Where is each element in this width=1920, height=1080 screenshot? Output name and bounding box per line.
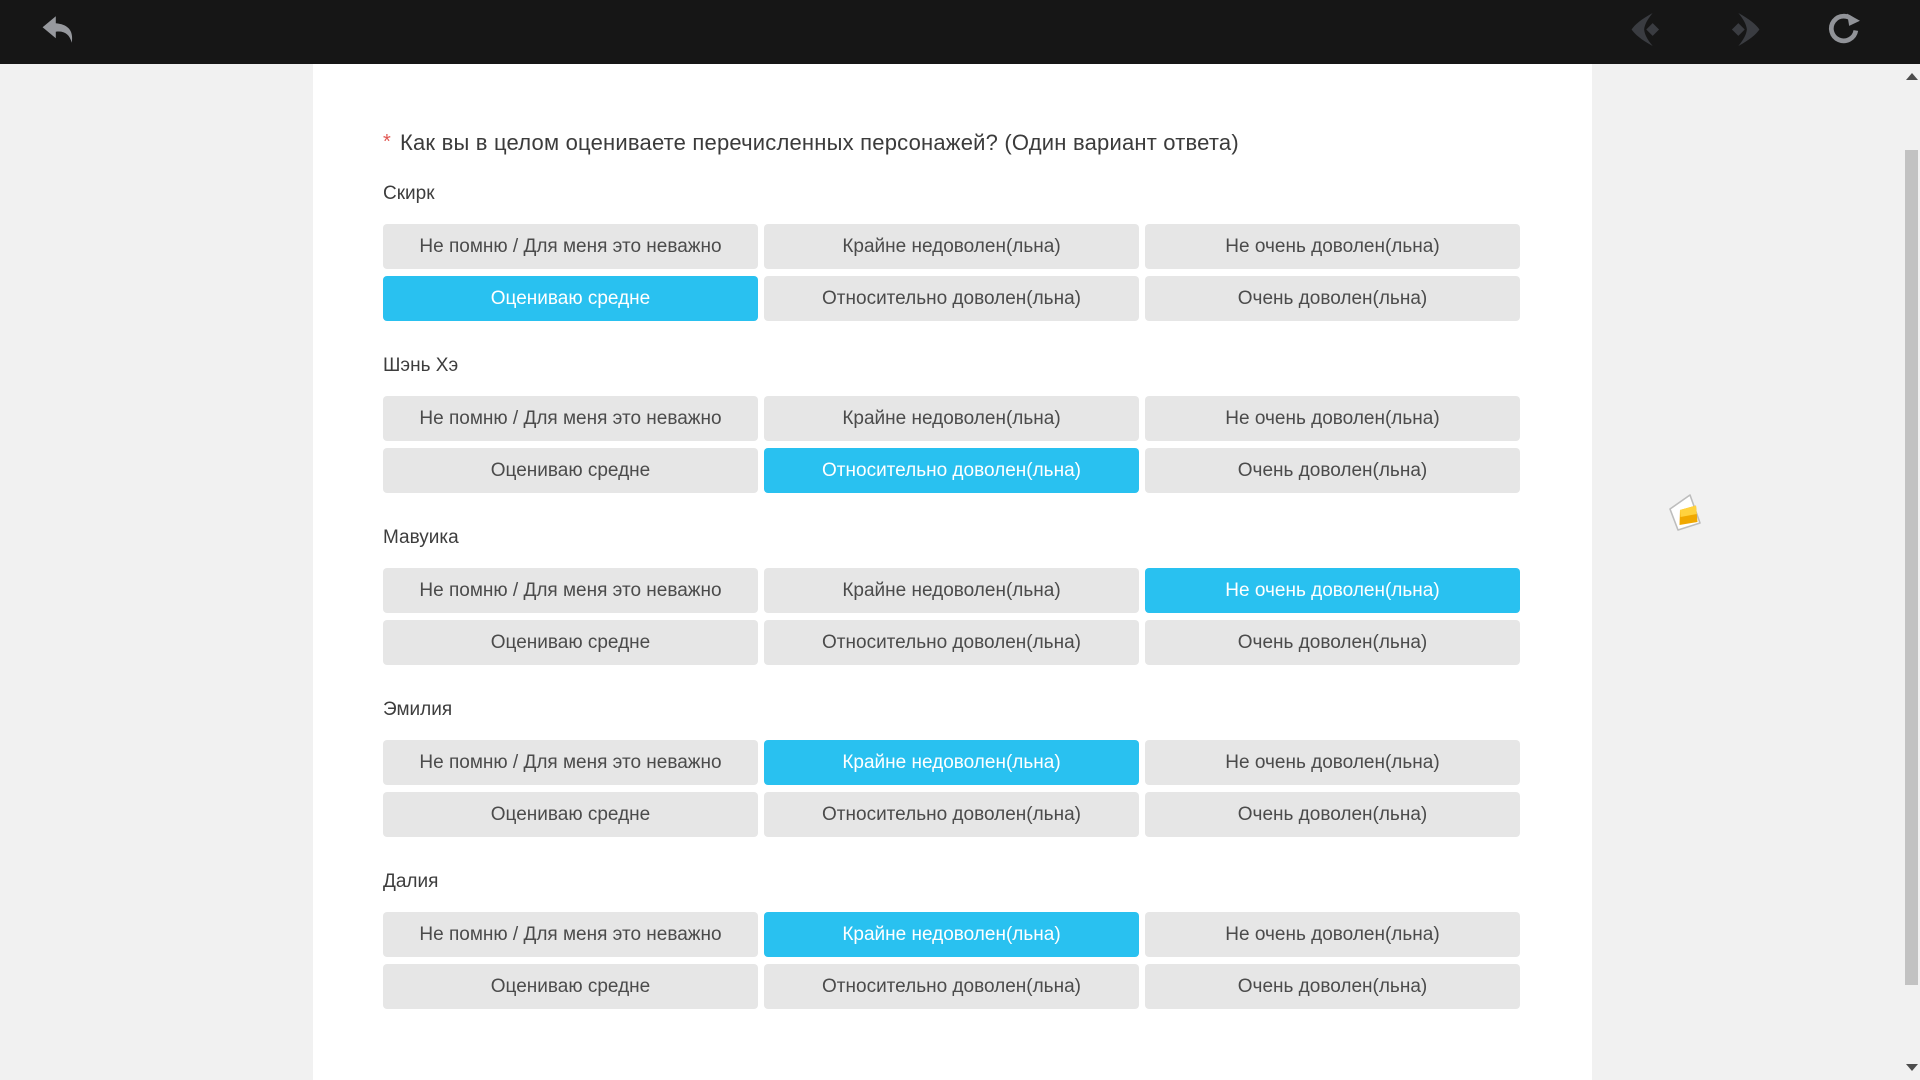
- browser-topbar: [0, 0, 1920, 64]
- option-button-selected[interactable]: Относительно доволен(льна): [764, 448, 1139, 493]
- character-name: Скирк: [383, 183, 435, 204]
- game-cursor-icon: [1666, 493, 1704, 539]
- option-button[interactable]: Не помню / Для меня это неважно: [383, 912, 758, 957]
- option-button-selected[interactable]: Крайне недоволен(льна): [764, 740, 1139, 785]
- character-section: [383, 181, 1520, 321]
- nav-forward-icon: [1729, 12, 1760, 52]
- option-grid: [383, 740, 1520, 837]
- option-button[interactable]: Крайне недоволен(льна): [764, 568, 1139, 613]
- option-grid: [383, 568, 1520, 665]
- option-button[interactable]: Не помню / Для меня это неважно: [383, 224, 758, 269]
- character-name: Шэнь Хэ: [383, 355, 459, 376]
- option-button[interactable]: Крайне недоволен(льна): [764, 224, 1139, 269]
- option-button[interactable]: Не помню / Для меня это неважно: [383, 740, 758, 785]
- option-button[interactable]: Относительно доволен(льна): [764, 792, 1139, 837]
- option-button[interactable]: Относительно доволен(льна): [764, 620, 1139, 665]
- option-button[interactable]: Относительно доволен(льна): [764, 964, 1139, 1009]
- question-text: Как вы в целом оцениваете перечисленных персонажей? (Один вариант ответа): [399, 130, 1239, 155]
- option-button[interactable]: Очень доволен(льна): [1145, 448, 1520, 493]
- refresh-icon: [1825, 11, 1862, 53]
- character-section: [383, 697, 1520, 837]
- option-button[interactable]: Оцениваю средне: [383, 792, 758, 837]
- scrollbar-thumb[interactable]: [1905, 150, 1918, 985]
- required-marker: *: [383, 131, 391, 153]
- character-section: [383, 353, 1520, 493]
- option-button[interactable]: Оцениваю средне: [383, 964, 758, 1009]
- option-button[interactable]: Оцениваю средне: [383, 620, 758, 665]
- scroll-up-icon[interactable]: [1906, 73, 1918, 80]
- option-button-selected[interactable]: Не очень доволен(льна): [1145, 568, 1520, 613]
- page-scrollbar[interactable]: [1903, 64, 1920, 1080]
- option-button[interactable]: Крайне недоволен(льна): [764, 396, 1139, 441]
- option-button[interactable]: Оцениваю средне: [383, 448, 758, 493]
- option-button[interactable]: Очень доволен(льна): [1145, 276, 1520, 321]
- option-button[interactable]: Не очень доволен(льна): [1145, 224, 1520, 269]
- option-button-selected[interactable]: Оцениваю средне: [383, 276, 758, 321]
- nav-back-icon: [1631, 12, 1662, 52]
- option-grid: [383, 912, 1520, 1009]
- character-section: [383, 869, 1520, 1009]
- option-button[interactable]: Не помню / Для меня это неважно: [383, 568, 758, 613]
- character-name: Далия: [383, 871, 439, 892]
- question-matrix: [383, 181, 1520, 1009]
- survey-panel: [313, 64, 1592, 1080]
- option-button[interactable]: Не помню / Для меня это неважно: [383, 396, 758, 441]
- option-grid: [383, 396, 1520, 493]
- scroll-down-icon[interactable]: [1906, 1064, 1918, 1071]
- option-grid: [383, 224, 1520, 321]
- option-button[interactable]: Не очень доволен(льна): [1145, 912, 1520, 957]
- option-button[interactable]: Очень доволен(льна): [1145, 620, 1520, 665]
- survey-question: [383, 128, 1520, 159]
- option-button[interactable]: Относительно доволен(льна): [764, 276, 1139, 321]
- undo-back-icon: [39, 13, 77, 51]
- option-button[interactable]: Очень доволен(льна): [1145, 964, 1520, 1009]
- option-button[interactable]: Не очень доволен(льна): [1145, 396, 1520, 441]
- character-section: [383, 525, 1520, 665]
- refresh-button[interactable]: [1815, 0, 1871, 64]
- character-name: Эмилия: [383, 699, 453, 720]
- back-button[interactable]: [30, 0, 86, 64]
- nav-forward-button[interactable]: [1716, 0, 1772, 64]
- option-button-selected[interactable]: Крайне недоволен(льна): [764, 912, 1139, 957]
- character-name: Мавуика: [383, 527, 459, 548]
- option-button[interactable]: Очень доволен(льна): [1145, 792, 1520, 837]
- nav-back-button[interactable]: [1618, 0, 1674, 64]
- option-button[interactable]: Не очень доволен(льна): [1145, 740, 1520, 785]
